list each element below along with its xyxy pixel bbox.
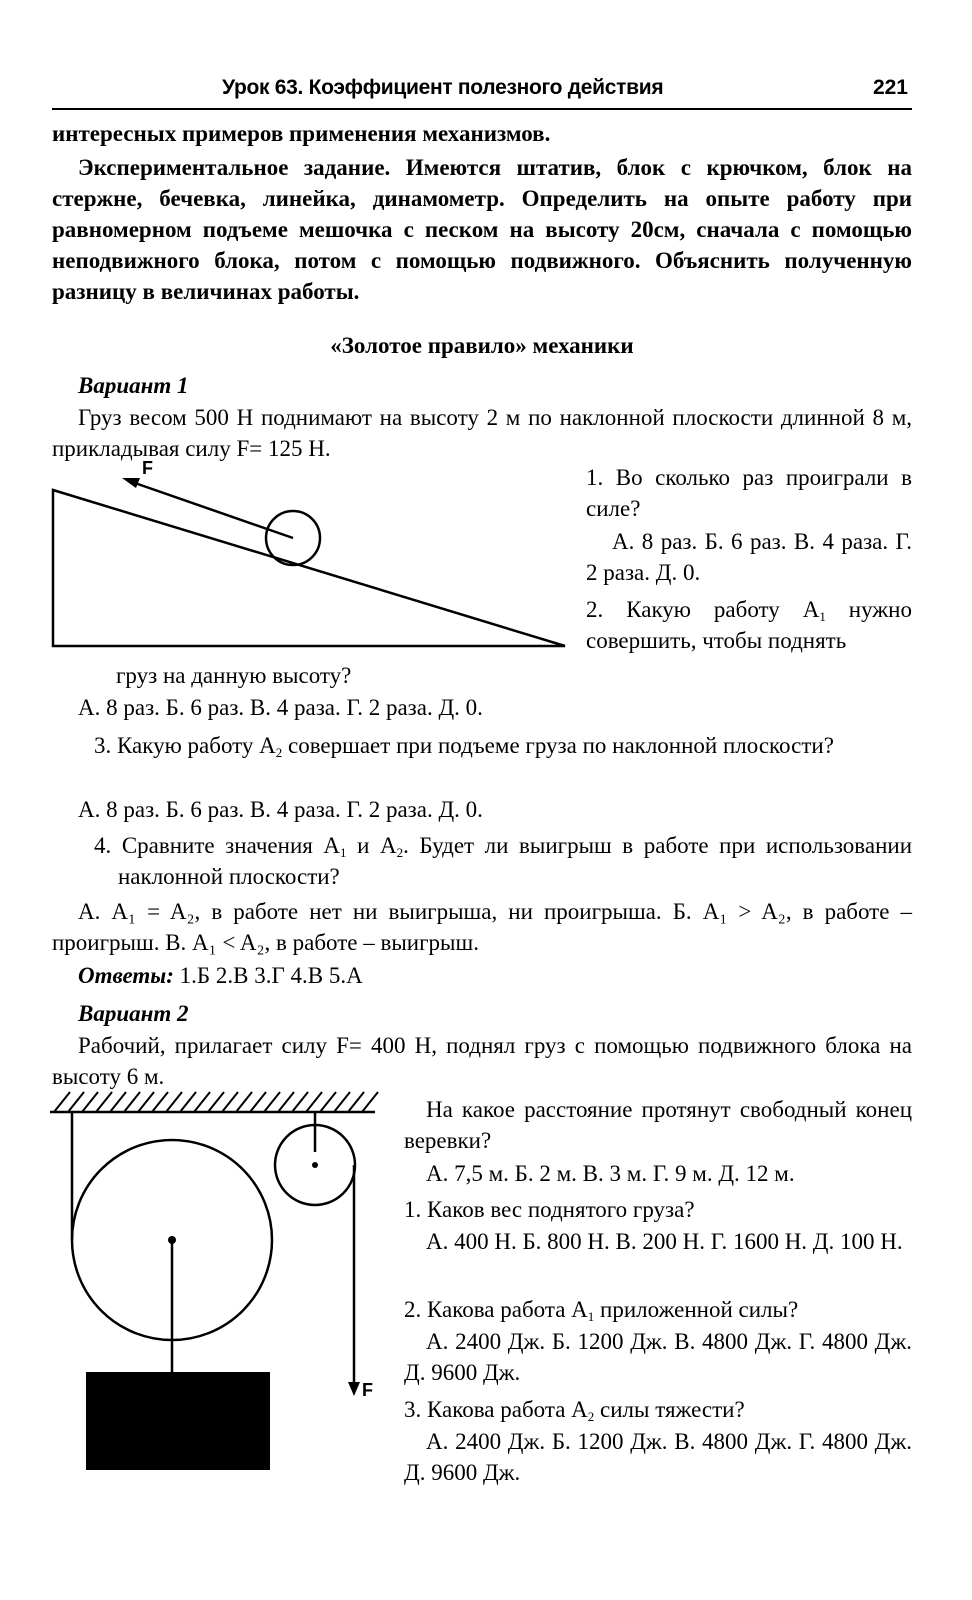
- inclined-plane-figure: [50, 460, 570, 660]
- v1-question-2: 2. Какую работу $A_1$ нужно совершить, чтобы поднять: [586, 597, 912, 653]
- force-label: F: [362, 1380, 373, 1400]
- v1-question-1-answers: А. 8 раз. Б. 6 раз. В. 4 раза. Г. 2 раза. Д. 0.: [586, 529, 912, 585]
- v1-question-4: 4. Сравните значения $A_1$ и $A_2$. Будет ли выигрыш в работе при использовании наклонной плоскости?: [94, 833, 912, 889]
- variant1-problem: Груз весом 500 Н поднимают на высоту 2 м по наклонной плоскости длинной 8 м, прикладывая силу F= 125 Н.: [52, 405, 912, 461]
- v2-question-0-answers: А. 7,5 м. Б. 2 м. В. 3 м. Г. 9 м. Д. 12 м.: [426, 1161, 795, 1186]
- page-header: [52, 74, 912, 110]
- load-block: [86, 1372, 270, 1470]
- v2-question-3: 3. Какова работа $A_2$ силы тяжести?: [404, 1397, 745, 1424]
- variant1-title: Вариант 1: [78, 373, 189, 398]
- intro-line: интересных примеров применения механизмов.: [52, 121, 551, 146]
- section-title: «Золотое правило» механики: [330, 333, 634, 358]
- force-label: F: [142, 458, 153, 478]
- experiment-paragraph: Экспериментальное задание. Имеются штатив, блок с крючком, блок на стержне, бечевка, линейка, динамометр. Определить на опыте работу при равномерном подъеме мешочка с песком на высоту 20см, сначала с помощью неподвижного блока, потом с помощью подвижного. Объяснить полученную разницу в величинах работы.: [52, 155, 912, 304]
- v2-question-0: На какое расстояние протянут свободный конец веревки?: [404, 1097, 912, 1153]
- v2-question-3-answers: А. 2400 Дж. Б. 1200 Дж. В. 4800 Дж. Г. 4800 Дж. Д. 9600 Дж.: [404, 1429, 912, 1485]
- force-arrow-head: [348, 1382, 360, 1396]
- v2-question-2-answers: А. 2400 Дж. Б. 1200 Дж. В. 4800 Дж. Г. 4800 Дж. Д. 9600 Дж.: [404, 1329, 912, 1385]
- v1-question-2-cont: груз на данную высоту?: [116, 663, 352, 688]
- v1-question-3: 3. Какую работу $A_2$ совершает при подъеме груза по наклонной плоскости?: [94, 733, 834, 760]
- force-arrow-head: [122, 478, 140, 488]
- v1-question-4-answers: А. A₁ = A₂, в работе нет ни выигрыша, ни проигрыша. Б. A₁ > A₂, в работе – проигрыш. В. A₁ < A₂, в работе – выигрыш.: [52, 899, 912, 955]
- variant2-title: Вариант 2: [78, 1001, 189, 1026]
- force-arrow-line: [132, 482, 293, 538]
- fixed-pulley-axle: [312, 1162, 318, 1168]
- page-number: 221: [872, 76, 908, 99]
- v1-answers: Ответы: 1.Б 2.В 3.Г 4.В 5.А: [78, 963, 363, 988]
- header-title: Урок 63. Коэффициент полезного действия: [222, 76, 664, 99]
- v1-question-3-answers: А. 8 раз. Б. 6 раз. В. 4 раза. Г. 2 раза. Д. 0.: [78, 797, 483, 822]
- v2-question-1-answers: А. 400 Н. Б. 800 Н. В. 200 Н. Г. 1600 Н. Д. 100 Н.: [426, 1229, 903, 1254]
- v1-question-1: 1. Во сколько раз проиграли в силе?: [586, 465, 912, 521]
- pulley-figure: [50, 1090, 390, 1470]
- ceiling-hatching: [54, 1092, 378, 1112]
- variant2-problem: Рабочий, прилагает силу F= 400 Н, поднял груз с помощью подвижного блока на высоту 6 м.: [52, 1033, 912, 1089]
- v2-question-2: 2. Какова работа $A_1$ приложенной силы?: [404, 1297, 799, 1324]
- inclined-plane-triangle: [53, 490, 565, 646]
- v2-question-1: 1. Каков вес поднятого груза?: [404, 1197, 695, 1222]
- v1-question-2-answers: А. 8 раз. Б. 6 раз. В. 4 раза. Г. 2 раза. Д. 0.: [78, 695, 483, 720]
